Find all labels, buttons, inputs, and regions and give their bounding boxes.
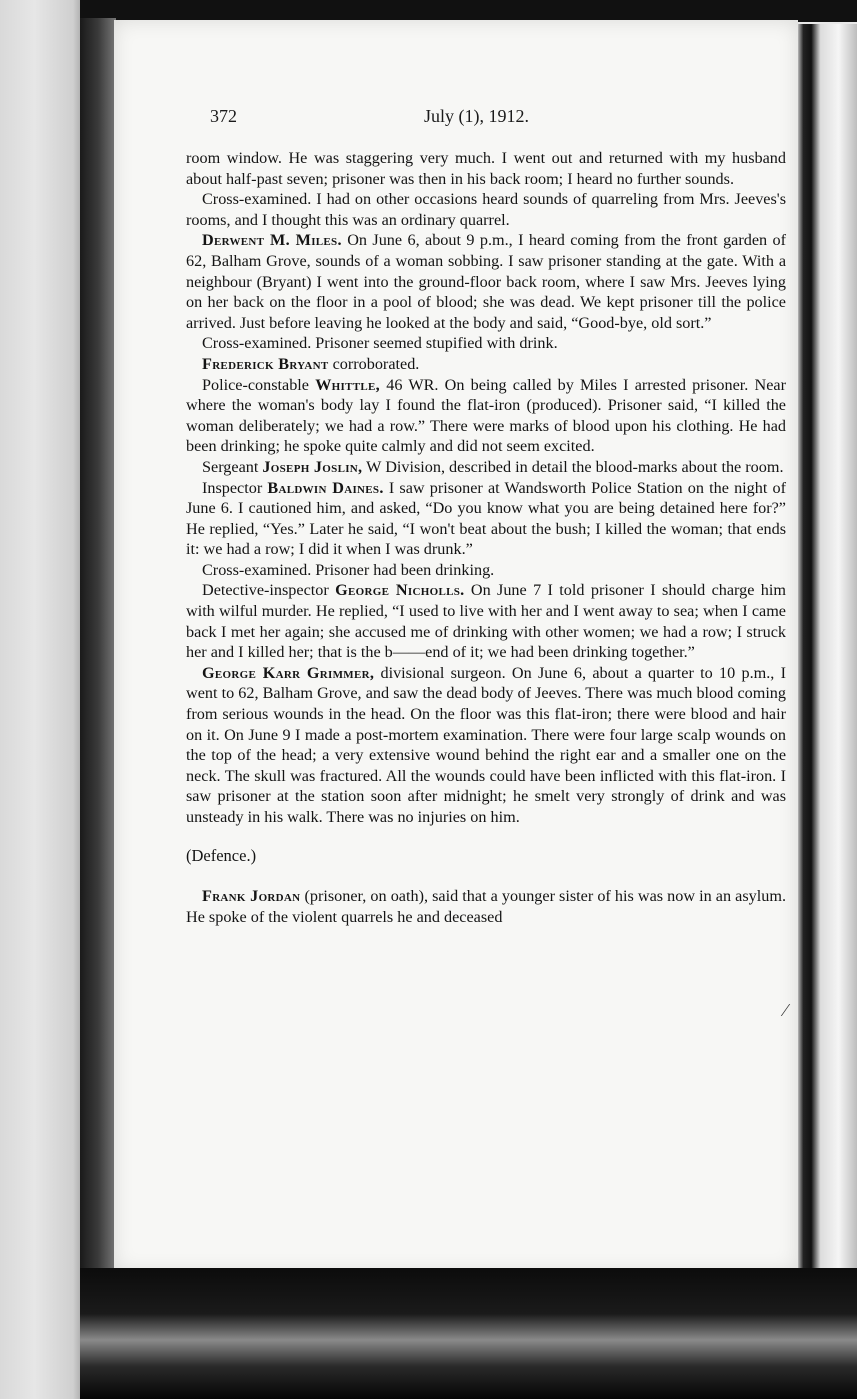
witness-name: George Nicholls. [335,581,465,600]
paragraph-cross-examination: Cross-examined. Prisoner seemed stupified with drink. [202,334,558,353]
scan-bottom-band [80,1268,857,1399]
page-header [210,106,770,132]
paragraph-cross-examination: Cross-examined. Prisoner had been drinking. [202,560,495,579]
paragraph-witness-grimmer: George Karr Grimmer, divisional surgeon. On June 6, about a quarter to 10 p.m., I went to 62, Balham Grove, and saw the dead body of Jeeves. There was much blood coming from serious wounds in the head. On the floor was this flat-iron; there were blood and hair on it. On June 9 I made a post-mortem examination. There were four large scalp wounds on the top of the head; a very extensive wound behind the right ear and a smaller one on the neck. The skull was fractured. All the wounds could have been inflicted with this flat-iron. I saw prisoner at the station soon after midnight; he smelt very strongly of drink and was unsteady in his walk. There was no injuries on him. [186,663,786,826]
running-head-date: July (1), 1912. [424,106,529,126]
paragraph-witness-miles: Derwent M. Miles. On June 6, about 9 p.m., I heard coming from the front garden of 62, Balham Grove, sounds of a woman sobbing. I saw prisoner standing at the gate. With a neighbour (Bryant) I went into the ground-floor back room, where I saw Mrs. Jeeves lying on her back on the floor in a pool of blood; she was dead. We kept prisoner till the police arrived. Just before leaving he looked at the body and said, “Good-bye, old sort.” [186,231,786,332]
margin-pen-mark: ⁄ [784,1000,788,1020]
paragraph-witness-joslin: Sergeant Joseph Joslin, W Division, described in detail the blood-marks about the room. [202,457,784,476]
scan-top-band [80,0,857,22]
paragraph-continuation: room window. He was staggering very much. I went out and returned with my husband about half-past seven; prisoner was then in his back room; I heard no further sounds. [186,149,786,188]
book-binding-edge [80,18,116,1272]
paragraph-witness-whittle: Police-constable Whittle, 46 WR. On being called by Miles I arrested prisoner. Near where the woman's body lay I found the flat-iron (produced). Prisoner said, “I killed the woman deliberately; we had a row.” There were marks of blood upon his clothing. He had been drinking; he spoke quite calmly and did not seem excited. [186,375,786,456]
witness-name: Joseph Joslin, [262,457,363,476]
paragraph-witness-daines: Inspector Baldwin Daines. I saw prisoner at Wandsworth Police Station on the night of June 6. I cautioned him, and asked, “Do you know what you are being detained here for?” He replied, “Yes.” Later he said, “I won't beat about the bush; I killed the woman; that ends it: we had a row; I did it when I was drunk.” [186,478,786,559]
witness-name: Frank Jordan [202,887,301,906]
witness-name: Whittle, [315,375,381,394]
witness-name: Baldwin Daines. [267,478,384,497]
page-body-text [186,148,786,927]
witness-name: Frederick Bryant [202,354,329,373]
paragraph-witness-nicholls: Detective-inspector George Nicholls. On June 7 I told prisoner I should charge him with wilful murder. He replied, “I used to live with her and I went away to sea; when I came back I met her again; she accused me of drinking with other women; we had a row; I struck her and I killed her; that is the b——end of it; we had been drinking together.” [186,581,786,662]
paragraph-cross-examination: Cross-examined. I had on other occasions heard sounds of quarreling from Mrs. Jeeves's rooms, and I thought this was an ordinary quarrel. [186,190,786,229]
page-number: 372 [210,106,237,126]
witness-name: Derwent M. Miles. [202,231,342,250]
section-heading-defence: (Defence.) [186,845,257,865]
scan-left-margin [0,0,86,1399]
book-right-edge [796,24,857,1272]
paragraph-witness-bryant: Frederick Bryant corroborated. [202,354,420,373]
paragraph-prisoner-testimony: Frank Jordan (prisoner, on oath), said that a younger sister of his was now in an asylum. He spoke of the violent quarrels he and deceased [186,887,786,926]
book-page [114,20,798,1272]
witness-name: George Karr Grimmer, [202,663,375,682]
